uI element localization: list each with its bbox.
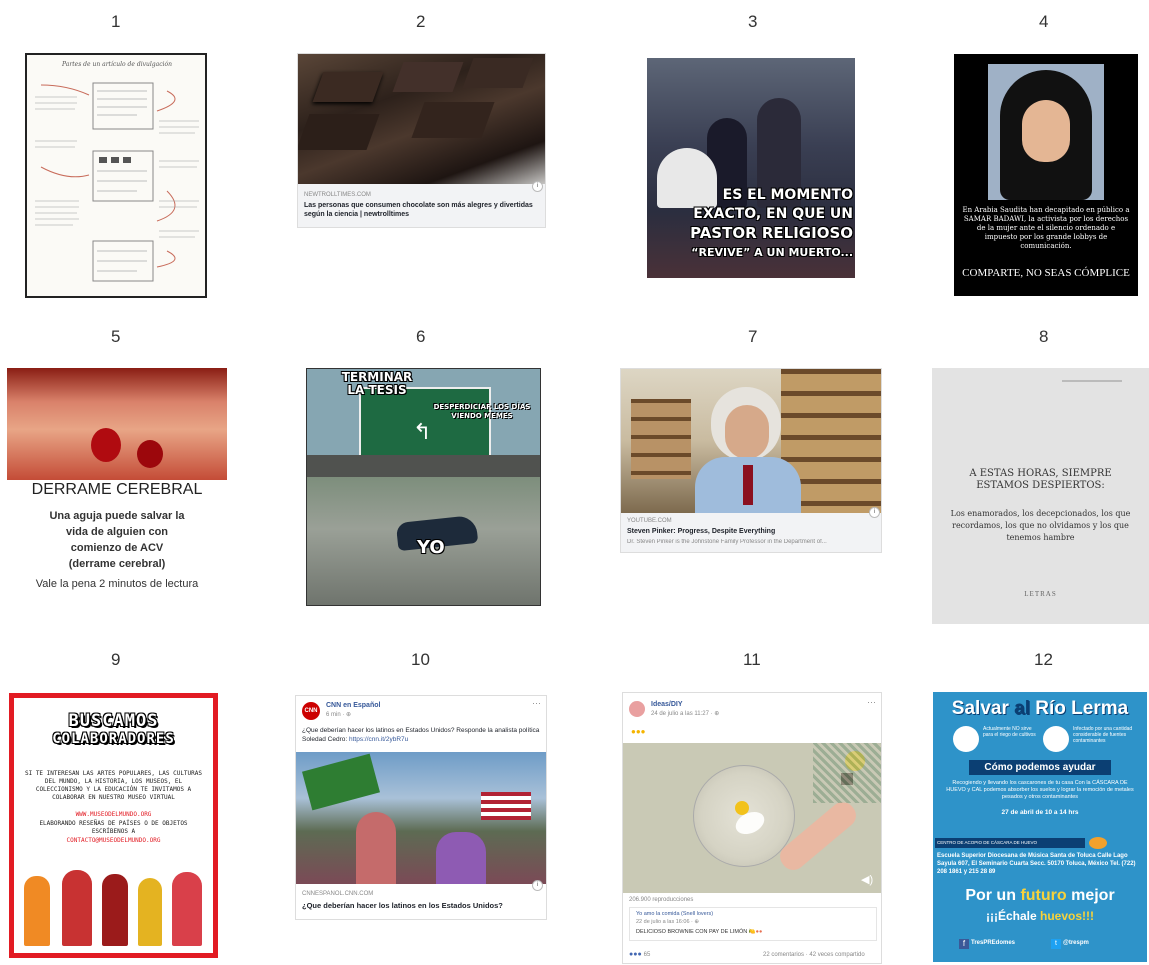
tile-10-cnn-post[interactable]	[295, 695, 547, 920]
comment-share-count[interactable]: 22 comentarios · 42 veces compartido	[763, 952, 865, 958]
address-text: Escuela Superior Diocesana de Música Santa de Toluca Calle Lago Sayula 607, El Seminario Cuarta Secc. 50170 Toluca, México Tel. (722) 208 1861 y 215 28 89	[937, 853, 1136, 875]
video-player[interactable]	[623, 743, 882, 893]
post-text: ¿Que deberían hacer los latinos en Estados Unidos? Responde la analista política Soledad Cedro: https://cnn.it/2ybR7u	[302, 727, 540, 743]
post-time: 24 de julio a las 11:27 · ⊕	[651, 711, 720, 717]
shared-post-name[interactable]: Yo amo la comida (Snell lovers)	[636, 911, 714, 917]
number-1: 1	[111, 12, 121, 31]
tile-11-diy-post[interactable]	[622, 692, 882, 964]
pollution-icon	[1043, 726, 1069, 752]
slogan: Por un futuro mejor ¡¡¡Échale huevos!!!	[965, 887, 1115, 923]
number-4: 4	[1039, 12, 1049, 31]
poster-body-2: ELABORANDO RESEÑAS DE PAÍSES O DE OBJETOS ESCRÍBENOS A	[39, 820, 188, 835]
poster-title: Salvar al Río Lerma	[951, 698, 1129, 719]
event-date: 27 de abril de 10 a 14 hrs	[1001, 809, 1079, 816]
shared-post[interactable]	[629, 907, 877, 941]
help-band: Cómo podemos ayudar	[969, 760, 1111, 775]
post-page-name[interactable]: CNN en Español	[326, 702, 381, 709]
tile-9-volunteer-poster[interactable]	[9, 693, 218, 958]
egg-icon	[1089, 837, 1107, 849]
post-link[interactable]: https://cnn.it/2ybR7u	[348, 736, 409, 743]
car-caption: YO	[417, 537, 445, 558]
sign-left-caption: TERMINAR LA TESIS	[341, 370, 413, 397]
activist-footer: COMPARTE, NO SEAS CÓMPLICE	[962, 267, 1130, 279]
meme-caption: ES EL MOMENTO EXACTO, EN QUE UN PASTOR RELIGIOSO “REVIVE” A UN MUERTO...	[690, 187, 853, 259]
help-body: Recogiendo y llevando los cascarones de tu casa Con la CÁSCARA DE HUEVO y CAL podemos absorber los suelos y lograr la remoción de metales pesados y otros contaminantes	[946, 780, 1134, 800]
info-icon[interactable]: i	[532, 880, 543, 891]
poster-email[interactable]: CONTACTO@MUSEODELMUNDO.ORG	[66, 837, 161, 844]
link-description: Dr. Steven Pinker is the Johnstone Family Professor in the Department of...	[627, 539, 827, 545]
sign-right-caption: DESPERDICIAR LOS DÍAS VIENDO MEMES	[433, 403, 531, 420]
post-time: 6 min · ⊕	[326, 712, 352, 718]
portrait-photo	[988, 64, 1104, 200]
tile-2-chocolate-link[interactable]	[297, 53, 546, 228]
number-11: 11	[743, 650, 761, 669]
number-7: 7	[748, 327, 758, 346]
stroke-body: Una aguja puede salvar la vida de alguien con comienzo de ACV (derrame cerebral)	[49, 510, 185, 570]
collection-center: CENTRO DE ACOPIO DE CÁSCARA DE HUEVO	[935, 838, 1085, 848]
tile-6-highway-meme[interactable]	[306, 368, 541, 606]
chocolate-image	[298, 54, 546, 184]
stroke-title: DERRAME CEREBRAL	[31, 481, 203, 498]
tile-7-video-link[interactable]	[620, 368, 882, 553]
facebook-icon[interactable]: f	[959, 939, 969, 949]
shared-post-text: DELICIOSO BROWNIE CON PAY DE LIMÓN 🍋●●	[636, 929, 763, 935]
book-heading: A ESTAS HORAS, SIEMPRE ESTAMOS DESPIERTOS:	[969, 468, 1112, 491]
video-thumbnail	[621, 369, 882, 513]
number-10: 10	[411, 650, 430, 669]
number-3: 3	[748, 12, 758, 31]
globe-icon: ⊕	[714, 711, 720, 717]
tile-4-activist-post[interactable]	[954, 54, 1138, 296]
view-count: 206.900 reproducciones	[629, 897, 694, 903]
more-options-icon[interactable]: ···	[867, 697, 876, 707]
reaction-icons[interactable]: ●●● 65	[629, 951, 651, 958]
link-title[interactable]: ¿Que deberían hacer los latinos en los Estados Unidos?	[302, 901, 503, 910]
number-9: 9	[111, 650, 121, 669]
overpass	[307, 455, 541, 477]
number-5: 5	[111, 327, 121, 346]
emoji-row: ●●●	[631, 727, 646, 736]
post-page-name[interactable]: Ideas/DIY	[651, 701, 683, 708]
faucet-icon	[953, 726, 979, 752]
stroke-footer: Vale la pena 2 minutos de lectura	[35, 578, 199, 590]
poster-body: SI TE INTERESAN LAS ARTES POPULARES, LAS CULTURAS DEL MUNDO, LA HISTORIA, LOS MUSEOS, EL COLECCIONISMO Y LA EDUCACIÓN TE INVITAMOS A COLABORAR EN NUESTRO MUSEO VIRTUAL	[24, 770, 202, 801]
number-12: 12	[1034, 650, 1053, 669]
folk-figures	[22, 870, 207, 950]
diagram-heading: Partes de un artículo de divulgación	[62, 61, 172, 68]
tile-1-diagram[interactable]	[25, 53, 207, 298]
number-8: 8	[1039, 327, 1049, 346]
cnn-avatar[interactable]: CNN	[302, 702, 320, 720]
number-6: 6	[416, 327, 426, 346]
diy-avatar[interactable]	[629, 701, 645, 717]
shared-post-time: 22 de julio a las 16:06 · ⊕	[636, 919, 700, 925]
globe-icon: ⊕	[694, 919, 700, 925]
poster-url[interactable]: WWW.MUSEODELMUNDO.ORG	[75, 811, 152, 818]
diagram-sketch	[27, 71, 205, 298]
link-title[interactable]: Steven Pinker: Progress, Despite Everything	[627, 528, 776, 535]
link-source: YOUTUBE.COM	[627, 518, 672, 524]
page-header	[1062, 380, 1122, 382]
volume-icon[interactable]: ◀)	[861, 874, 874, 886]
activist-body-text: En Arabia Saudita han decapitado en público a SAMAR BADAWI, la activista por los derechos de la mujer ante el silencio ordenado e impuesto por los grande lobbys de comunicación.	[962, 206, 1130, 250]
globe-icon: ⊕	[346, 712, 352, 718]
tile-5-stroke-post[interactable]	[7, 368, 227, 594]
poster-title: BUSCAMOS COLABORADORES	[52, 711, 175, 747]
tile-8-book-page[interactable]	[932, 368, 1149, 624]
info-text-2: Infectado por una cantidad considerable de fuentes contaminantes	[1073, 726, 1133, 744]
tile-3-pastor-meme[interactable]	[647, 58, 855, 278]
twitter-icon[interactable]: t	[1051, 939, 1061, 949]
link-source: CNNESPANOL.CNN.COM	[302, 891, 374, 897]
link-title[interactable]: Las personas que consumen chocolate son más alegres y divertidas según la ciencia | newtrolltimes	[304, 202, 533, 218]
info-icon[interactable]: i	[869, 507, 880, 518]
info-text-1: Actualmente NO sirve para el riego de cultivos	[983, 726, 1036, 738]
link-source: NEWTROLLTIMES.COM	[304, 192, 371, 198]
book-footer: LETRAS	[1024, 590, 1057, 598]
more-options-icon[interactable]: ···	[532, 698, 541, 708]
info-icon[interactable]: i	[532, 181, 543, 192]
book-body: Los enamorados, los decepcionados, los que recordamos, los que no olvidamos y los que tenemos hambre	[950, 509, 1131, 542]
tile-12-river-poster[interactable]	[933, 692, 1147, 962]
rally-photo	[296, 752, 547, 884]
number-2: 2	[416, 12, 426, 31]
finger-photo	[7, 368, 227, 480]
facebook-handle[interactable]: TresPREdomes	[971, 940, 1016, 946]
twitter-handle[interactable]: @trespm	[1063, 940, 1089, 946]
highway-sign: ↰	[359, 387, 491, 459]
